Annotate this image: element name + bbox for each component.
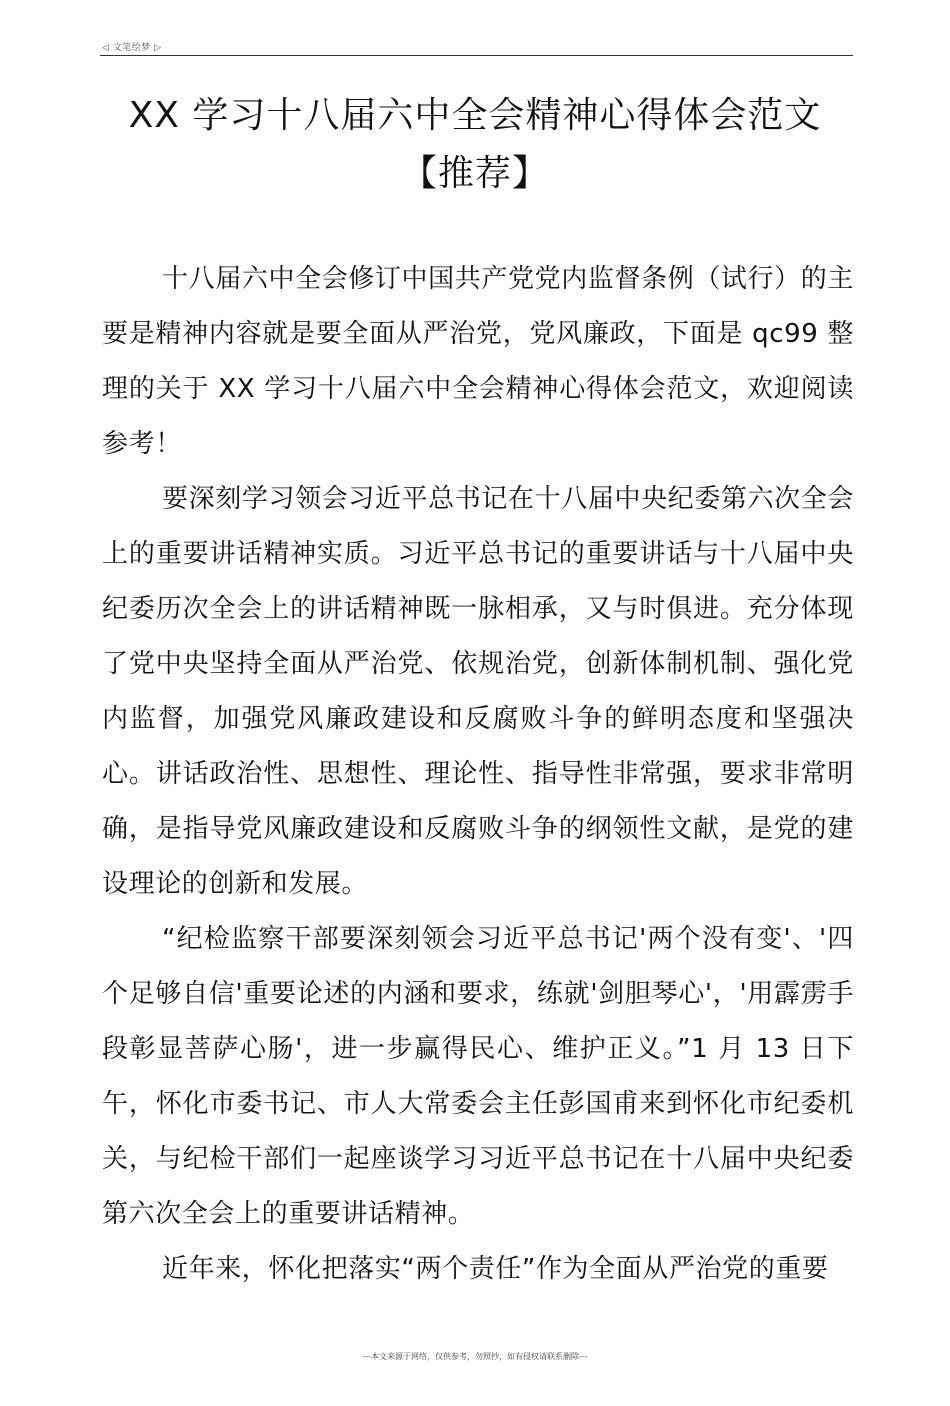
- header-note: ◁ 文笔绘梦 ▷: [102, 43, 162, 53]
- footer-disclaimer: ---本文来源于网络，仅供参考，勿照抄，如有侵权请联系删除---: [362, 1352, 588, 1361]
- document-body: [102, 252, 854, 1297]
- document-title: XX 学习十八届六中全会精神心得体会范文: [128, 95, 822, 136]
- header-divider: [100, 55, 853, 56]
- paragraph-intro: 十八届六中全会修订中国共产党党内监督条例（试行）的主要是精神内容就是要全面从严治党，党风廉政，下面是 qc99 整理的关于 XX 学习十八届六中全会精神心得体会范文，欢迎阅读参考！: [102, 264, 854, 459]
- document-title-tag: 【推荐】: [400, 153, 549, 194]
- paragraph-quote: “纪检监察干部要深刻领会习近平总书记'两个没有变'、'四个足够自信'重要论述的内涵和要求，练就'剑胆琴心'，'用霹雳手段彰显菩萨心肠'，进一步赢得民心、维护正义。”1 月 13 日下午，怀化市委书记、市人大常委会主任彭国甫来到怀化市纪委机关，与纪检干部们一起座谈学习习近平总书记在十八届中央纪委第六次全会上的重要讲话精神。: [102, 924, 854, 1229]
- paragraph-huaihua: 近年来，怀化把落实“两个责任”作为全面从严治党的重要: [162, 1254, 829, 1284]
- paragraph-speech-study: 要深刻学习领会习近平总书记在十八届中央纪委第六次全会上的重要讲话精神实质。习近平总书记的重要讲话与十八届中央纪委历次全会上的讲话精神既一脉相承，又与时俱进。充分体现了党中央坚持全面从严治党、依规治党，创新体制机制、强化党内监督，加强党风廉政建设和反腐败斗争的鲜明态度和坚强决心。讲话政治性、思想性、理论性、指导性非常强，要求非常明确，是指导党风廉政建设和反腐败斗争的纲领性文献，是党的建设理论的创新和发展。: [102, 484, 854, 899]
